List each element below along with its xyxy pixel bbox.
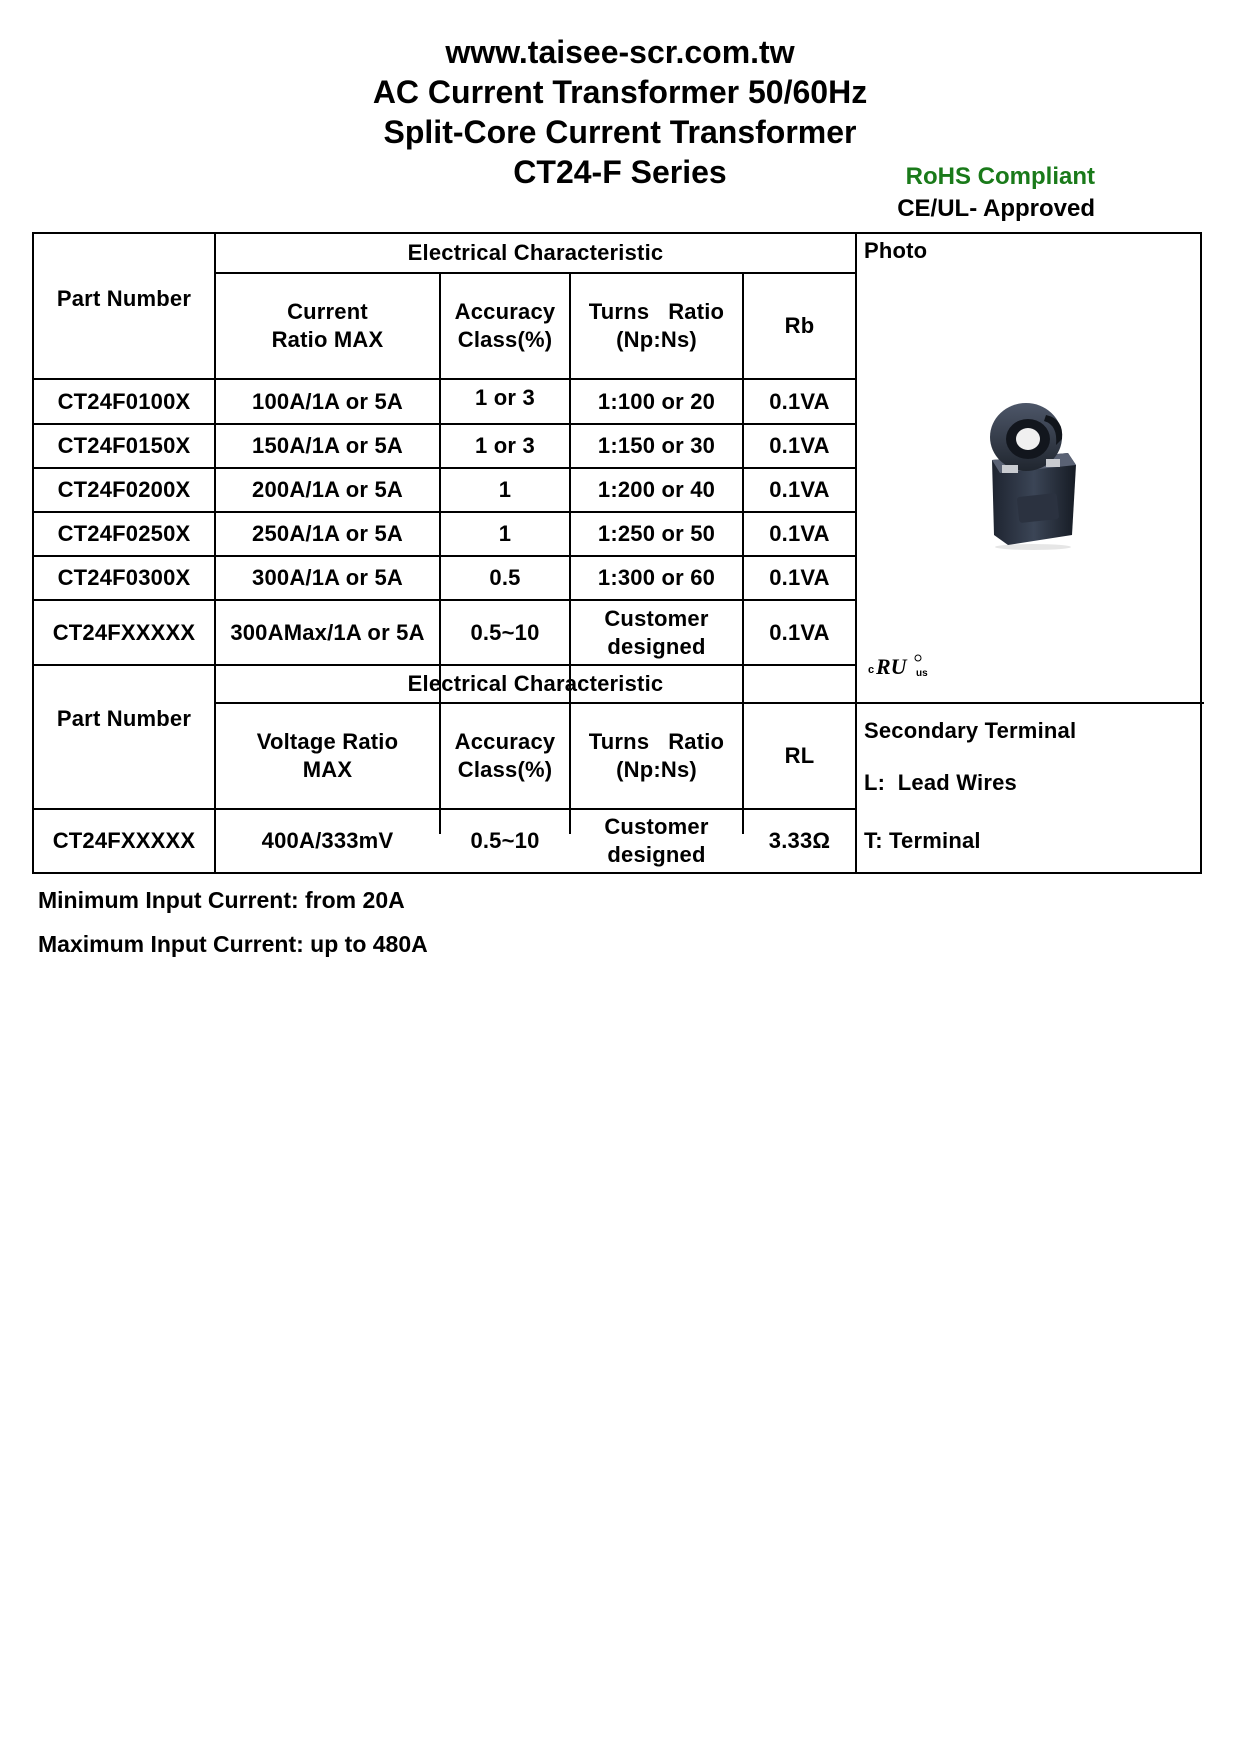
header-voltage-ratio-line1: Voltage Ratio bbox=[256, 729, 399, 754]
cell-ratio: 300AMax/1A or 5A bbox=[230, 619, 425, 645]
cell-load: 3.33Ω bbox=[768, 828, 831, 853]
cell-turns-line1: Customer bbox=[604, 814, 709, 839]
header-voltage-ratio bbox=[216, 704, 439, 808]
cell-ratio: 150A/1A or 5A bbox=[252, 433, 403, 458]
cell-part: CT24FXXXXX bbox=[52, 619, 196, 645]
header-accuracy-2 bbox=[441, 704, 569, 808]
header-voltage-ratio-line2: MAX bbox=[302, 757, 353, 782]
cell-ratio: 400A/333mV bbox=[261, 828, 394, 853]
header-rl: RL bbox=[784, 743, 815, 768]
header-turns-ratio bbox=[571, 274, 742, 378]
cell-ratio: 300A/1A or 5A bbox=[252, 565, 403, 590]
photo-label: Photo bbox=[864, 238, 928, 263]
cell-accuracy: 1 bbox=[498, 477, 512, 502]
terminal-terminal: T: Terminal bbox=[864, 828, 981, 853]
website-url: www.taisee-scr.com.tw bbox=[445, 34, 795, 70]
header-turns-line2: (Np:Ns) bbox=[616, 327, 697, 352]
header-turns-2-line1: Turns Ratio bbox=[588, 729, 725, 754]
grid-line bbox=[855, 234, 857, 872]
svg-text:c: c bbox=[868, 664, 875, 676]
terminal-lead-wires: L: Lead Wires bbox=[864, 770, 1017, 795]
cell-turns: 1:300 or 60 bbox=[597, 565, 716, 590]
cell-accuracy: 0.5~10 bbox=[470, 828, 540, 853]
spec-table bbox=[32, 232, 1202, 874]
header-turns-ratio-2 bbox=[571, 704, 742, 808]
cell-ratio: 100A/1A or 5A bbox=[252, 388, 403, 414]
cell-turns: 1:100 or 20 bbox=[597, 388, 716, 414]
cell-burden: 0.1VA bbox=[769, 433, 830, 458]
approval-text: CE/UL- Approved bbox=[897, 195, 1095, 222]
header-current-ratio-line2: Ratio MAX bbox=[271, 327, 384, 352]
cell-burden: 0.1VA bbox=[769, 565, 830, 590]
cell-turns-line2: designed bbox=[607, 842, 706, 867]
cell-ratio: 200A/1A or 5A bbox=[252, 477, 403, 502]
cell-turns-line2: designed bbox=[607, 633, 706, 659]
max-input-current: Maximum Input Current: up to 480A bbox=[38, 931, 428, 957]
header-current-ratio bbox=[216, 274, 439, 378]
cell-turns-line1: Customer bbox=[604, 605, 709, 631]
cell-accuracy: 0.5~10 bbox=[470, 619, 540, 645]
rohs-badge: RoHS Compliant bbox=[905, 163, 1095, 190]
header-accuracy-2-line1: Accuracy bbox=[454, 729, 556, 754]
product-photo bbox=[978, 395, 1088, 550]
header-part-number-2: Part Number bbox=[56, 706, 192, 731]
cell-burden: 0.1VA bbox=[769, 619, 830, 645]
series-title: CT24-F Series bbox=[513, 154, 727, 190]
header-turns-line1: Turns Ratio bbox=[588, 299, 725, 324]
cell-burden: 0.1VA bbox=[769, 388, 830, 414]
title-line-2: Split-Core Current Transformer bbox=[383, 114, 857, 150]
title-line-1: AC Current Transformer 50/60Hz bbox=[372, 74, 868, 110]
cell-accuracy: 1 bbox=[498, 521, 512, 546]
cell-ratio: 250A/1A or 5A bbox=[252, 521, 403, 546]
cell-turns: 1:150 or 30 bbox=[597, 433, 716, 458]
ul-certification-icon bbox=[868, 652, 940, 680]
cell-part: CT24FXXXXX bbox=[52, 828, 196, 853]
cell-accuracy: 1 or 3 bbox=[475, 384, 535, 410]
cell-turns bbox=[571, 601, 742, 664]
header-accuracy bbox=[441, 274, 569, 378]
cell-part: CT24F0200X bbox=[57, 477, 191, 502]
cell-part: CT24F0150X bbox=[57, 433, 191, 458]
cell-part: CT24F0100X bbox=[57, 388, 191, 414]
svg-text:RU: RU bbox=[876, 654, 907, 679]
cell-part: CT24F0250X bbox=[57, 521, 191, 546]
header-part-number: Part Number bbox=[56, 286, 192, 311]
secondary-terminal-title: Secondary Terminal bbox=[864, 718, 1077, 743]
svg-text:us: us bbox=[916, 668, 928, 679]
cell-turns: 1:200 or 40 bbox=[597, 477, 716, 502]
cell-accuracy: 0.5 bbox=[489, 565, 521, 590]
header-rb: Rb bbox=[784, 313, 815, 338]
group-header-electrical: Electrical Characteristic bbox=[407, 240, 664, 265]
header-accuracy-2-line2: Class(%) bbox=[457, 757, 553, 782]
cell-turns bbox=[571, 810, 742, 872]
cell-turns: 1:250 or 50 bbox=[597, 521, 716, 546]
header-accuracy-line1: Accuracy bbox=[454, 299, 556, 324]
cell-burden: 0.1VA bbox=[769, 521, 830, 546]
header-accuracy-line2: Class(%) bbox=[457, 327, 553, 352]
cell-accuracy: 1 or 3 bbox=[475, 433, 535, 458]
header-turns-2-line2: (Np:Ns) bbox=[616, 757, 697, 782]
group-header-electrical-2: Electrical Characteristic bbox=[407, 671, 664, 696]
min-input-current: Minimum Input Current: from 20A bbox=[38, 887, 405, 913]
header-current-ratio-line1: Current bbox=[287, 299, 368, 324]
cell-part: CT24F0300X bbox=[57, 565, 191, 590]
cell-burden: 0.1VA bbox=[769, 477, 830, 502]
